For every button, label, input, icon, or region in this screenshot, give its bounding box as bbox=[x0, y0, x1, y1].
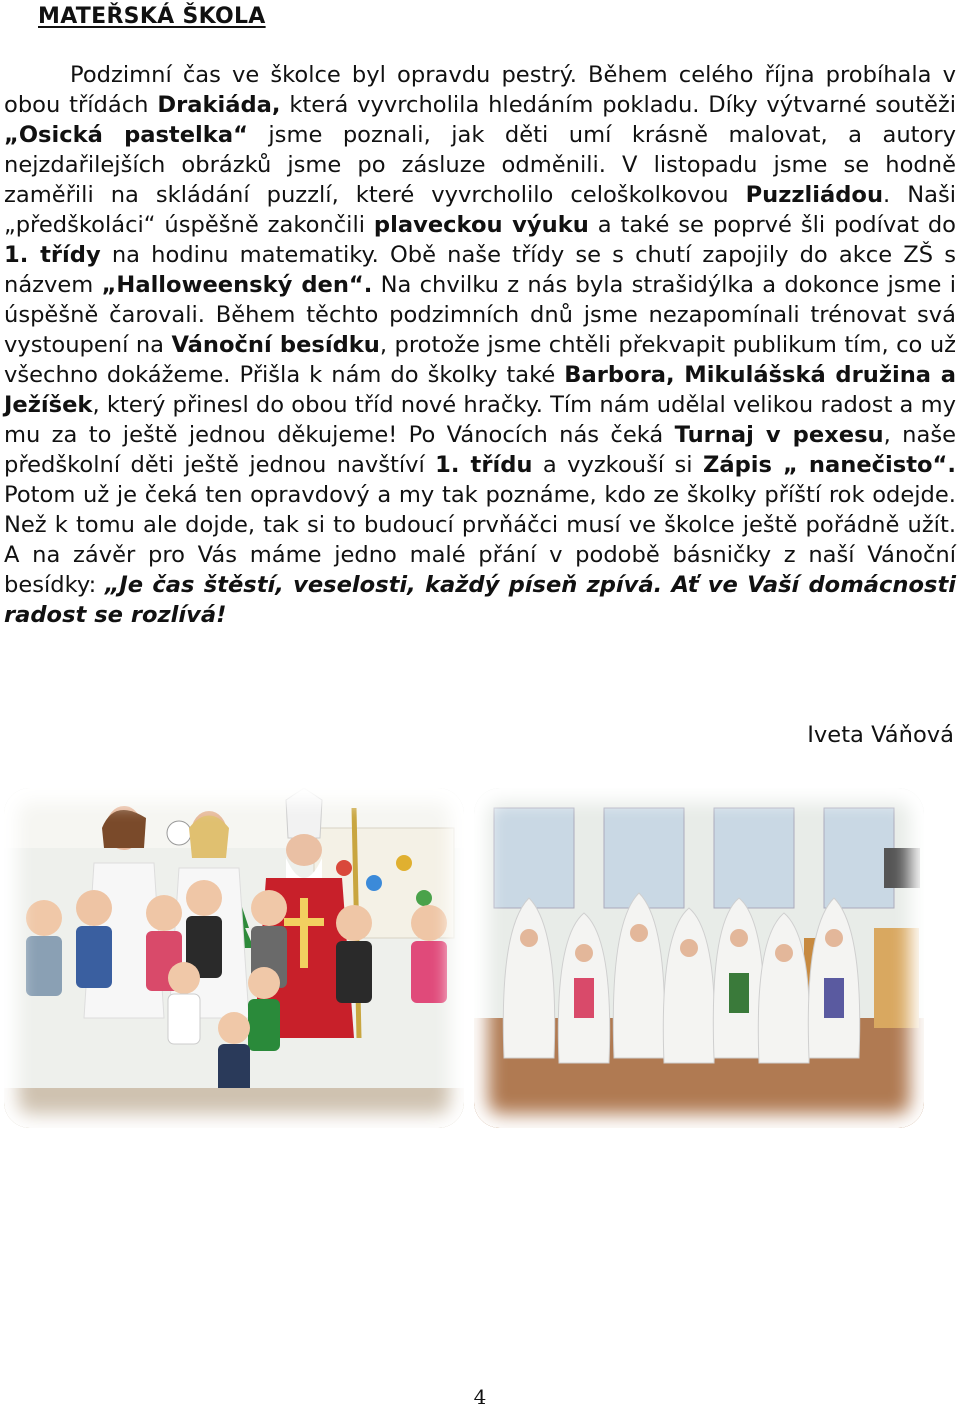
highlight-vanocni-besidka: Vánoční besídku bbox=[171, 332, 380, 358]
highlight-prvni-tridu: 1. třídu bbox=[435, 452, 533, 478]
highlight-prvni-trida: 1. třídy bbox=[4, 242, 101, 268]
section-heading: MATEŘSKÁ ŠKOLA bbox=[38, 4, 266, 29]
author-signature: Iveta Váňová bbox=[807, 722, 954, 748]
article-text: Podzimní čas ve školce byl opravdu pestrý. Během celého října probíhala v obou třídách Drakiáda, která vyvrcholila hledáním pokladu. Díky výtvarné soutěži „Osická pastelka“ jsme poznali, jak děti umí krásně malovat, a autory nejzdařilejších obrázků jsme po zásluze odměnili. V listopadu jsme se hodně zaměřili na skládání puzzlí, které vyvrcholilo celoškolkovou Puzzliádou. Naši „předškoláci“ úspěšně zakončili plaveckou výuku a také se poprvé šli podívat do 1. třídy na hodinu matematiky. Obě naše třídy se s chutí zapojily do akce ZŠ s názvem „Halloweenský den“. Na chvilku z nás byla strašidýlka a dokonce jsme i úspěšně čarovali. Během těchto podzimních dnů jsme nezapomínali trénovat svá vystoupení na Vánoční besídku, protože jsme chtěli překvapit publikum tím, co už všechno dokážeme. Přišla k nám do školky také Barbora, Mikulášská družina a Ježíšek, který přinesl do obou tříd nové hračky. Tím nám udělal velikou radost a my mu za to ještě jednou děkujeme! Po Vánocích nás čeká Turnaj v pexesu, naše předškolní děti ještě jednou navštíví 1. třídu a vyzkouší si Zápis „ nanečisto“. Potom už je čeká ten opravdový a my tak poznáme, kdo ze školky příští rok odejde. Než k tomu ale dojde, tak si to budoucí prvňáčci musí ve školce ještě pořádně užít. A na závěr pro Vás máme jedno malé přání v podobě básničky z naší Vánoční besídky: „Je čas štěstí, veselosti, každý píseň zpívá. Ať ve Vaší domácnosti radost se rozlívá! bbox=[4, 62, 957, 628]
highlight-plavecka-vyuka: plaveckou výuku bbox=[373, 212, 589, 238]
photo-ghosts-illustration bbox=[474, 788, 924, 1128]
photo-halloween-ghosts bbox=[474, 788, 924, 1128]
photo-mikulas-illustration bbox=[4, 788, 464, 1128]
highlight-barbora-mikulas-jezisek: Barbora, Mikulášská družina a Ježíšek bbox=[4, 362, 956, 418]
highlight-osicka-pastelka: „Osická pastelka“ bbox=[4, 122, 248, 148]
highlight-drakiada: Drakiáda, bbox=[157, 92, 281, 118]
highlight-puzzliada: Puzzliádou bbox=[745, 182, 884, 208]
page-number: 4 bbox=[473, 1385, 487, 1409]
highlight-zapis-nanecisto: Zápis „ nanečisto“. bbox=[702, 452, 956, 478]
highlight-turnaj-v-pexesu: Turnaj v pexesu bbox=[674, 422, 884, 448]
closing-poem: „Je čas štěstí, veselosti, každý píseň zpívá. Ať ve Vaší domácnosti radost se rozlívá! bbox=[4, 572, 956, 628]
highlight-halloweensky-den: „Halloweenský den“. bbox=[101, 272, 373, 298]
photo-mikulas-visit bbox=[4, 788, 464, 1128]
